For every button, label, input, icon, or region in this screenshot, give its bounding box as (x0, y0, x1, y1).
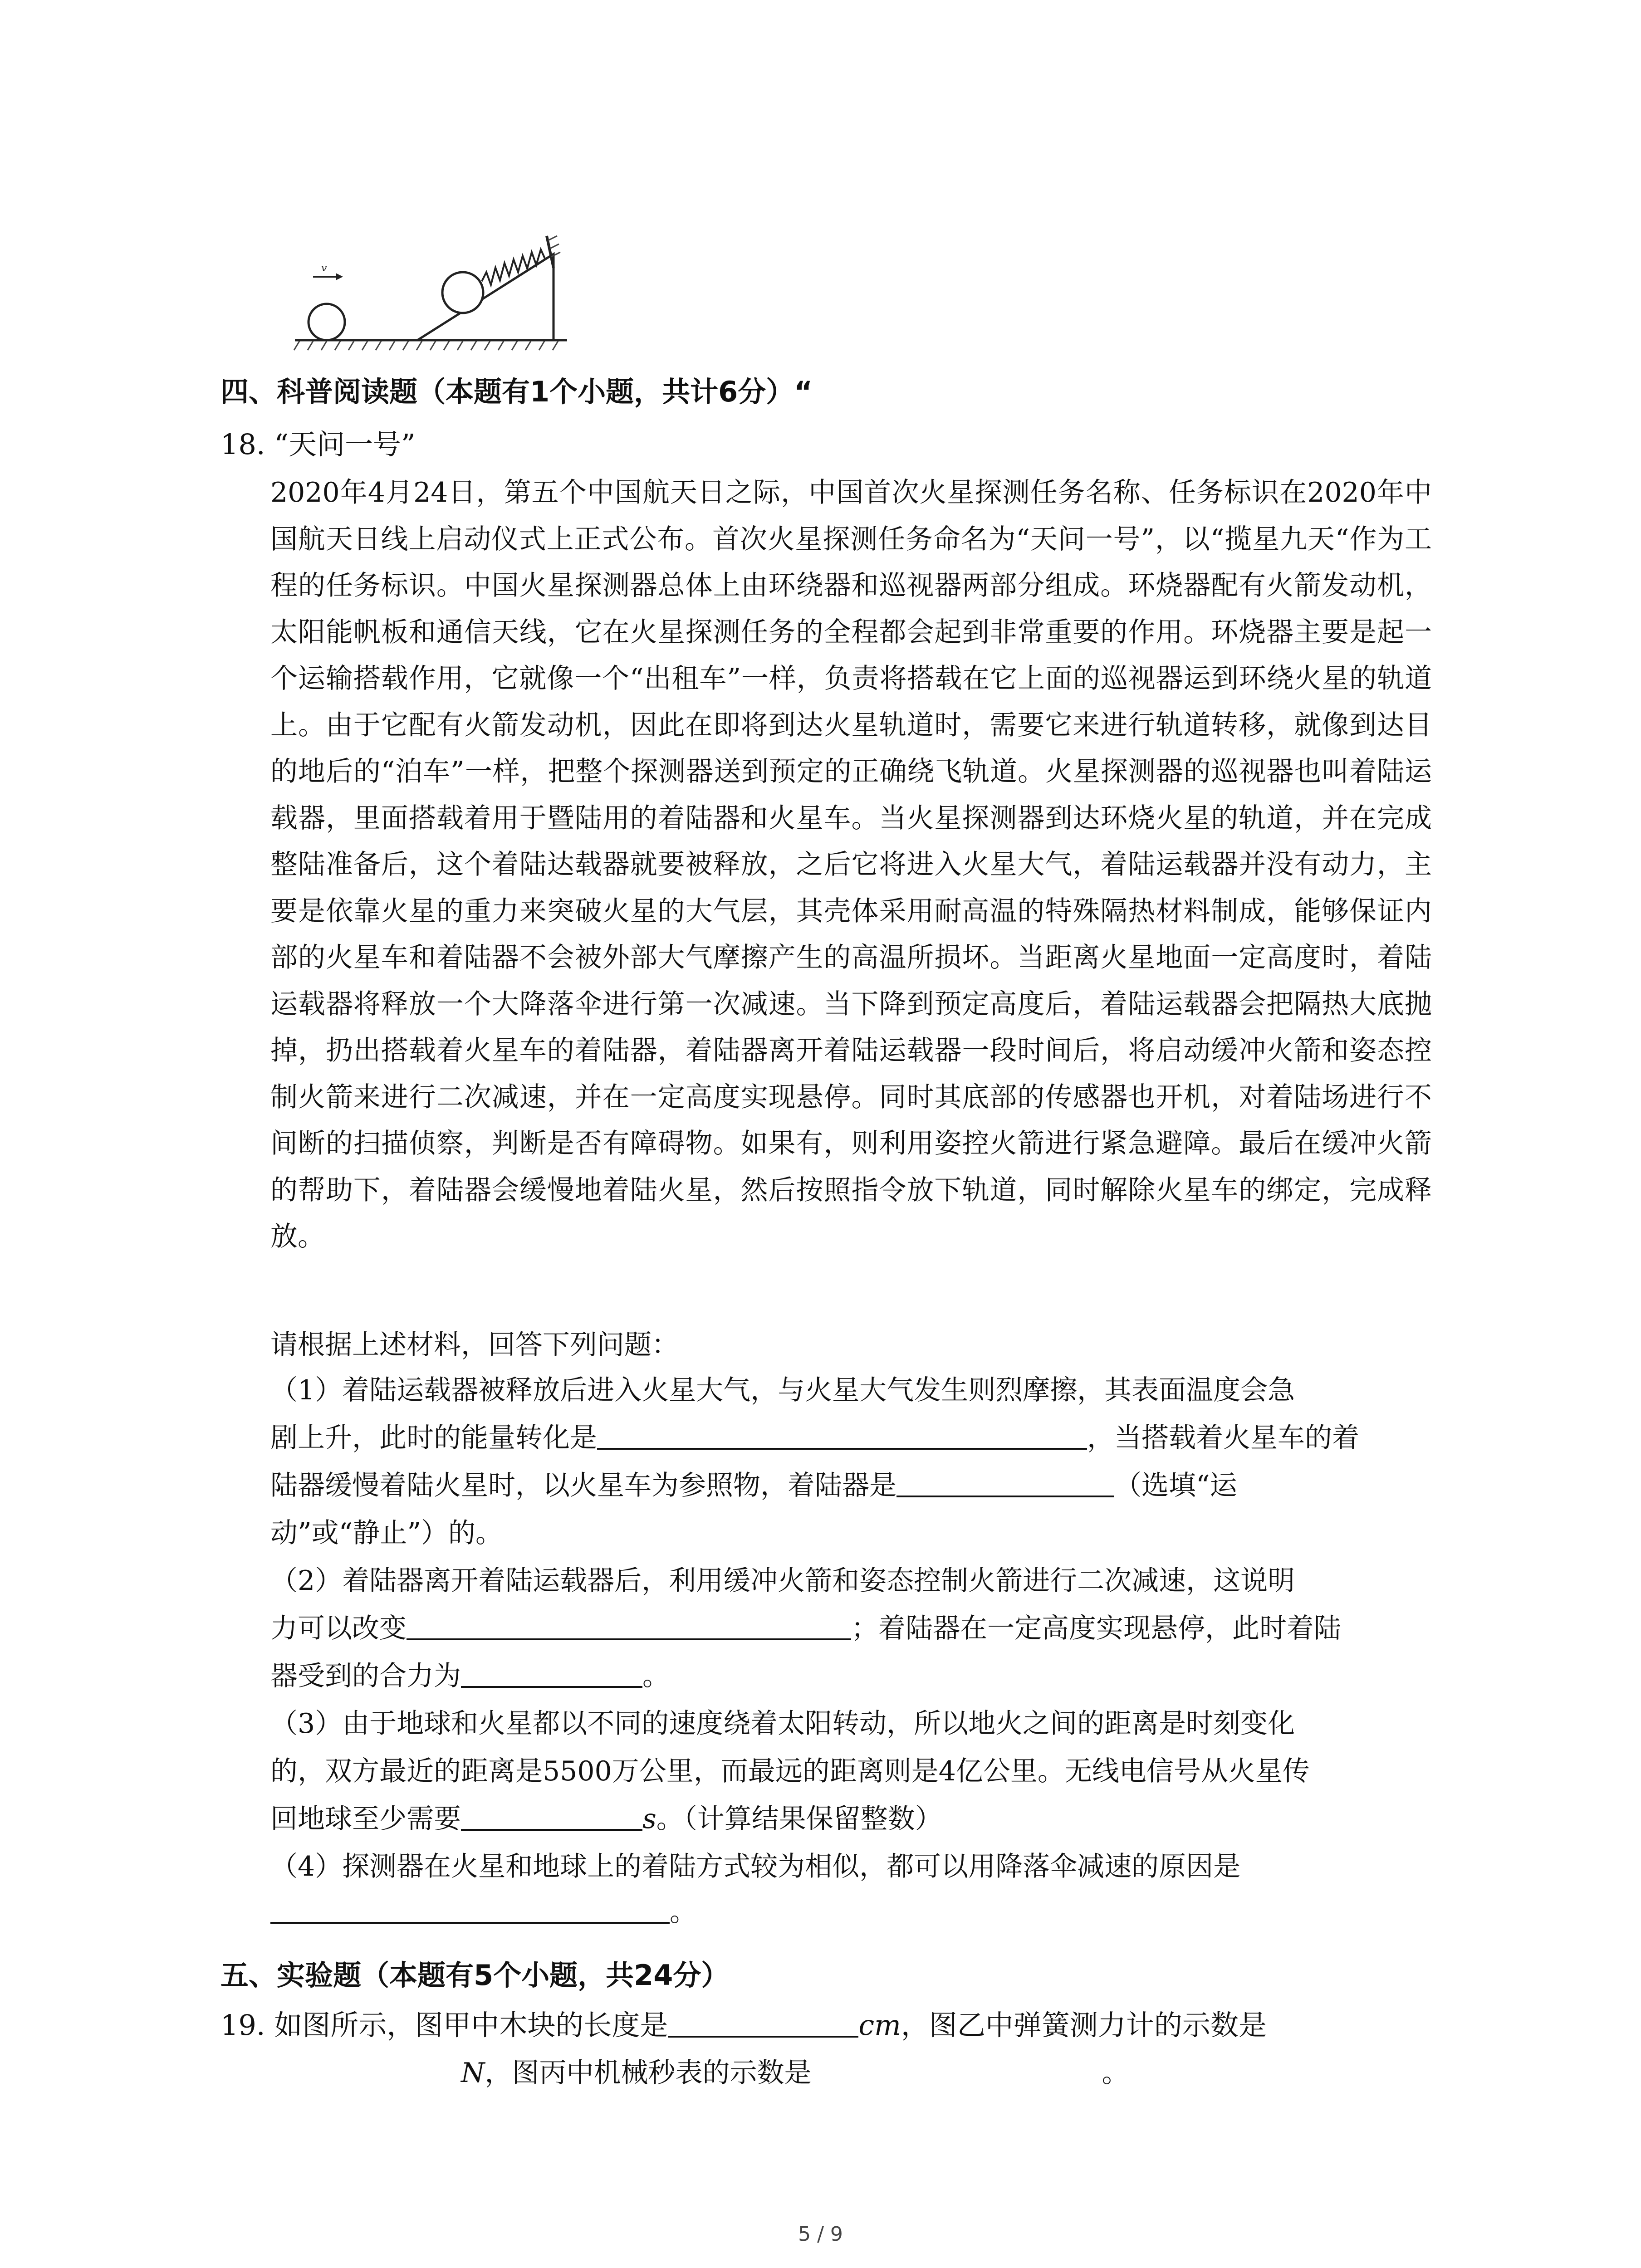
sub2-line2 (270, 1610, 1341, 1647)
page-number: 5 / 9 (798, 2223, 843, 2246)
question-19-line1 (220, 2007, 1267, 2043)
question-number: 18. (220, 428, 265, 461)
answer-blank-force-effect[interactable] (407, 1611, 851, 1640)
sub3-line2: 的，双方最近的距离是5500万公里，而最远的距离则是4亿公里。无线电信号从火星传 (270, 1755, 1310, 1787)
sub2-line2-a: 力可以改变 (270, 1613, 407, 1644)
question-title: “天问一号” (274, 428, 416, 461)
answer-blank-spring-scale[interactable] (270, 2056, 461, 2085)
question-19-line2 (270, 2055, 1129, 2091)
sub1-line2-b: ，当搭载着火星车的着 (1087, 1422, 1359, 1454)
sub1-line3-a: 陆器缓慢着陆火星时，以火星车为参照物，着陆器是 (270, 1470, 896, 1501)
sub2-line1: （2）着陆器离开着陆运载器后，利用缓冲火箭和姿态控制火箭进行二次减速，这说明 (270, 1565, 1295, 1597)
question-number: 19. (220, 2009, 265, 2042)
svg-text:v: v (321, 263, 327, 274)
sub2-line3-b: 。 (642, 1660, 670, 1692)
unit-cm: cm (858, 2009, 901, 2042)
answer-blank-motion[interactable] (896, 1468, 1114, 1497)
sub2-line3 (270, 1658, 670, 1694)
unit-newton: N (461, 2057, 485, 2089)
answer-blank-stopwatch[interactable] (812, 2056, 1102, 2085)
q19-line1-b: ，图乙中弹簧测力计的示数是 (901, 2009, 1267, 2042)
sub1-line4: 动”或“静止”）的。 (270, 1517, 503, 1549)
sub4-line2 (270, 1894, 697, 1930)
question-prompt: 请根据上述材料，回答下列问题： (270, 1329, 679, 1361)
ball-spring-incline-figure (286, 209, 576, 358)
sub1-line3-b: （选填“运 (1114, 1470, 1237, 1501)
answer-blank-energy[interactable] (597, 1421, 1087, 1450)
sub1-line3 (270, 1467, 1237, 1504)
sub4-line1: （4）探测器在火星和地球上的着陆方式较为相似，都可以用降落伞减速的原因是 (270, 1851, 1241, 1882)
question-18-header (220, 426, 416, 463)
passage-text: 2020年4月24日，第五个中国航天日之际，中国首次火星探测任务名称、任务标识在2020年中国航天日线上启动仪式上正式公布。首次火星探测任务命名为“天问一号”，以“揽星九天“作为工程的任务标识。中国火星探测器总体上由环绕器和巡视器两部分组成。环烧器配有火箭发动机，太阳能帆板和通信天线，它在火星探测任务的全程都会起到非常重要的作用。环烧器主要是起一个运输搭载作用，它就像一个“出租车”一样，负责将搭载在它上面的巡视器运到环绕火星的轨道上。由于它配有火箭发动机，因此在即将到达火星轨道时，需要它来进行轨道转移，就像到达目的地后的“泊车”一样，把整个探测器送到预定的正确绕飞轨道。火星探测器的巡视器也叫着陆运载器，里面搭载着用于暨陆用的着陆器和火星车。当火星探测器到达环烧火星的轨道，并在完成整陆准备后，这个着陆达载器就要被释放，之后它将进入火星大气，着陆运载器并没有动力，主要是依靠火星的重力来突破火星的大气层，其壳体采用耐高温的特殊隔热材料制成，能够保证内部的火星车和着陆器不会被外部大气摩擦产生的高温所损坏。当距离火星地面一定高度时，着陆运载器将释放一个大降落伞进行第一次减速。当下降到预定高度后，着陆运载器会把隔热大底抛掉，扔出搭载着火星车的着陆器，着陆器离开着陆运载器一段时间后，将启动缓冲火箭和姿态控制火箭来进行二次减速，并在一定高度实现悬停。同时其底部的传感器也开机，对着陆场进行不间断的扫描侦察，判断是否有障碍物。如果有，则利用姿控火箭进行紧急避障。最后在缓冲火箭的帮助下，着陆器会缓慢地着陆火星，然后按照指令放下轨道，同时解除火星车的绑定，完成释放。 (270, 477, 1432, 1252)
section-4-title: 四、科普阅读题（本题有1个小题，共计6分）“ (220, 375, 813, 408)
unit-seconds: s (642, 1803, 656, 1835)
sub4-line2-b: 。 (670, 1896, 697, 1928)
sub1-line1: （1）着陆运载器被释放后进入火星大气，与火星大气发生则烈摩擦，其表面温度会急 (270, 1374, 1295, 1406)
sub3-line3-a: 回地球至少需要 (270, 1803, 461, 1835)
sub2-line3-a: 器受到的合力为 (270, 1660, 461, 1692)
section-5-title: 五、实验题（本题有5个小题，共24分） (220, 1959, 730, 1992)
sub1-line2-a: 剧上升，此时的能量转化是 (270, 1422, 597, 1454)
answer-blank-net-force[interactable] (461, 1659, 642, 1688)
q19-line2-c: 。 (1102, 2057, 1129, 2089)
answer-blank-time[interactable] (461, 1802, 642, 1831)
reading-passage (270, 469, 1432, 1260)
q19-line1-a: 如图所示，图甲中木块的长度是 (274, 2009, 668, 2042)
sub1-line2 (270, 1420, 1359, 1456)
sub2-line2-b: ；着陆器在一定高度实现悬停，此时着陆 (851, 1613, 1341, 1644)
answer-blank-parachute-reason[interactable] (270, 1895, 670, 1924)
answer-blank-length[interactable] (668, 2009, 858, 2038)
sub3-line1: （3）由于地球和火星都以不同的速度绕着太阳转动，所以地火之间的距离是时刻变化 (270, 1708, 1295, 1740)
sub3-line3-b: 。（计算结果保留整数） (656, 1803, 942, 1835)
q19-line2-b: ，图丙中机械秒表的示数是 (485, 2057, 812, 2089)
sub3-line3 (270, 1801, 942, 1837)
